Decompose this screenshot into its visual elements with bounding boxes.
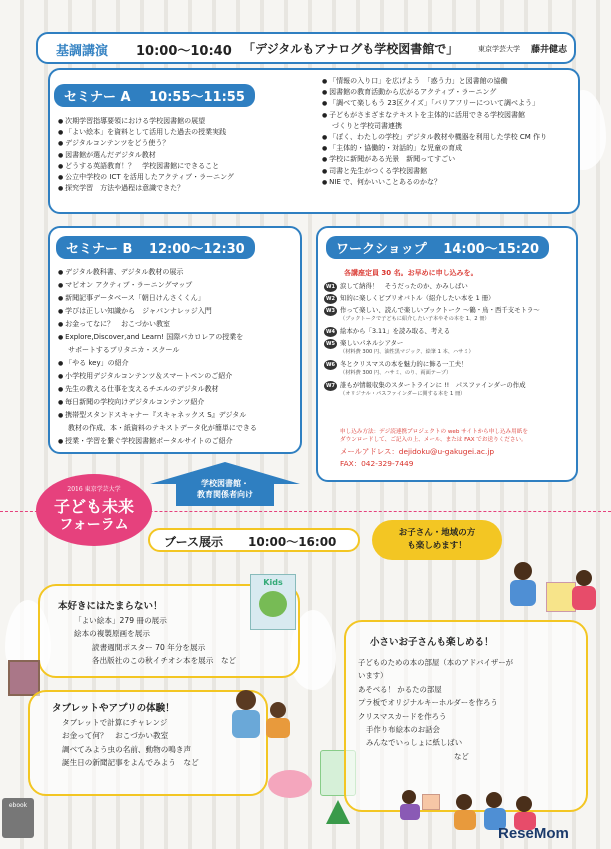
- seminar-a-item: ● 図書館の教育活動から広がるアクティブ・ラーニング: [322, 87, 580, 98]
- ebook-label: ebook: [8, 802, 28, 809]
- workshop-item: [324, 327, 578, 336]
- seminar-b-panel: [48, 226, 302, 454]
- seminar-b-item: ● 携帯型スタンドスキャナー『スキャネックス S』デジタル: [58, 409, 302, 422]
- seminar-a-item: ● 「情報の入り口」を広げよう 「惑う力」と図書館の協働: [322, 76, 580, 87]
- workshop-item: [324, 306, 578, 324]
- workshop-panel: [316, 226, 578, 482]
- booth-time: 10:00〜16:00: [248, 535, 337, 549]
- seminar-b-time: 12:00〜12:30: [148, 242, 245, 257]
- workshop-item-note: （材料費 300 円、油性黒マジック、絵筆 1 本、ハサミ）: [340, 349, 474, 355]
- books-line: 絵本の複製原画を展示: [74, 629, 150, 639]
- seminar-a-item: ● デジタルコンテンツをどう使う？: [58, 138, 328, 149]
- workshop-item-text: 誰もが情報収集のスタートラインに !! パスファインダーの作成: [340, 381, 526, 389]
- workshop-number-icon: W7: [326, 383, 335, 389]
- workshop-item-note: （ブックトークで子どもに紹介したい子本やその本を 1、2 冊）: [340, 316, 490, 322]
- seminar-a-list-right: [322, 76, 580, 188]
- workshop-item-text: 涙して納得！ そうだったのか、かみしばい: [340, 282, 468, 290]
- kids-book-picture: [259, 591, 287, 617]
- seminar-b-item: ● Explore,Discover,and Learn! 国際バカロレアの授業を: [58, 331, 302, 344]
- tablet-title: タブレットやアプリの体験！: [52, 703, 175, 714]
- workshop-number-icon: W6: [326, 362, 335, 368]
- kids-line: クリスマスカードを作ろう: [358, 711, 447, 721]
- workshop-email: メールアドレス：dejidoku@u-gakugei.ac.jp: [340, 447, 495, 456]
- tablet-lines: [62, 716, 199, 770]
- workshop-item-text: 知的に楽しくビブリオバトル（紹介したい本を 1 冊）: [340, 294, 495, 302]
- forum-logo: [36, 474, 152, 546]
- arrow-label-line1: 学校図書館・: [201, 479, 249, 488]
- tablet-line: 誕生日の新聞記事をよんでみよう など: [62, 758, 199, 768]
- workshop-item-text: 楽しいパネルシアター: [340, 339, 404, 347]
- books-lines: [74, 614, 236, 668]
- seminar-b-item: ● マピオン アクティブ・ラーニングマップ: [58, 279, 302, 292]
- storyteller-illustration: [402, 790, 442, 820]
- seminar-a-time: 10:55〜11:55: [149, 90, 245, 105]
- seminar-a-item: ● 探究学習 方法や過程は意識できた？: [58, 183, 328, 194]
- workshop-apply-text2: ダウンロードして、ご記入の上、メール、または FAX でお送りください。: [340, 437, 527, 443]
- seminar-a-item: ● 「主体的・協働的・対話的」な児童の育成: [322, 143, 580, 154]
- seminar-a-item: ● 「ぼく、わたしの学校」デジタル教材や機器を利用した学校 CM 作り: [322, 132, 580, 143]
- framed-picture: [8, 660, 40, 696]
- workshop-number-icon: W1: [326, 284, 335, 290]
- workshop-fax: FAX：042-329-7449: [340, 459, 414, 468]
- family-badge-line1: お子さん・地域の方: [398, 528, 476, 538]
- workshop-item-text: 作って楽しい、読んで楽しいブックトーク 〜鶴・鳥・西千支モトラ〜: [340, 306, 540, 314]
- workshop-time: 14:00〜15:20: [443, 242, 540, 257]
- seminar-a-item: ● 司書と先生がつくる学校図書館: [322, 166, 580, 177]
- workshop-label: ワークショップ: [336, 242, 427, 257]
- seminar-a-item: ● 学校に新聞がある光景 新聞ってすごい: [322, 154, 580, 165]
- workshop-item: [324, 381, 578, 399]
- kids-line: 子どものための本の部屋（本のアドバイザーが: [358, 658, 514, 667]
- workshop-item-note: （オリジナル・パスファインダーに関する本を 1 冊）: [340, 391, 466, 397]
- keynote-title: 「デジタルもアナログも学校図書館で」: [243, 42, 459, 56]
- seminar-a-item: ● 公立中学校の ICT を活用したアクティブ・ラーニング: [58, 172, 328, 183]
- seminar-b-item: ● 「やる key」の紹介: [58, 357, 302, 370]
- seminar-a-list-left: [58, 116, 328, 194]
- workshop-item: [324, 360, 578, 378]
- booth-label: ブース展示: [164, 535, 224, 549]
- workshop-item-note: （材料費 300 円、ハサミ、のり、両面テープ）: [340, 370, 452, 376]
- seminar-b-item: ● 学びは正しい知識から ジャパンナレッジ入門: [58, 305, 302, 318]
- tablet-line: 調べてみよう虫の名前、動物の鳴き声: [62, 744, 192, 754]
- children-illustration: [510, 556, 600, 626]
- tablet-line: お金って何？ おこづかい教室: [62, 731, 169, 741]
- kids-line: など: [454, 751, 469, 761]
- workshop-number-icon: W3: [326, 308, 335, 314]
- workshop-list: [324, 282, 578, 402]
- seminar-b-item: ● 先生の教える仕事を支えるチエルのデジタル教材: [58, 383, 302, 396]
- kids-line: みんなでいっしょに紙しばい: [366, 738, 463, 748]
- workshop-item: [324, 339, 578, 357]
- seminar-a-label: セミナー A: [64, 90, 131, 105]
- workshop-capacity: 各講座定員 30 名。お早めに申し込みを。: [344, 269, 478, 277]
- workshop-badge: [326, 236, 549, 259]
- seminar-a-item: ● 図書館が選んだデジタル教材: [58, 150, 328, 161]
- books-title: 本好きにはたまらない！: [58, 601, 163, 612]
- keynote-time: 10:00〜10:40: [136, 44, 232, 59]
- workshop-item: [324, 282, 578, 291]
- keynote-speaker-name: 藤井健志: [531, 45, 568, 55]
- ebook-illustration: [2, 798, 34, 838]
- seminar-a-badge: [54, 84, 255, 107]
- workshop-number-icon: W4: [326, 329, 335, 335]
- workshop-apply-text: 申し込み方法：デジ読連携プロジェクトの web サイトから申し込み用紙を: [340, 429, 528, 435]
- kids-line: います）: [358, 671, 388, 681]
- books-line: 読書週間ポスター 70 年分を展示: [92, 642, 206, 652]
- kids-book-illustration: [250, 574, 296, 630]
- family-badge-line2: も楽しめます！: [407, 541, 467, 551]
- watermark-logo: ReseMom: [498, 825, 569, 842]
- workshop-apply-info: [340, 428, 576, 444]
- seminar-b-badge: [56, 236, 255, 259]
- kids-book-label: Kids: [263, 578, 283, 587]
- kids-line: 手作り布絵本のお話会: [366, 725, 440, 735]
- workshop-item: [324, 294, 578, 303]
- kids-line: あそべる！ かるたの部屋: [358, 684, 442, 694]
- seminar-a-item: づくりと学校司書連携: [332, 121, 402, 130]
- forum-name-line1: 子ども未来: [53, 497, 134, 516]
- seminar-a-item: ● どうする英語教育！？ 学校図書館にできること: [58, 161, 328, 172]
- arrow-label: [176, 478, 274, 500]
- seminar-a-item: ● 「調べて楽しもう 23区クイズ」「バリアフリーについて調べよう」: [322, 98, 580, 109]
- seminar-a-item: ● 子どもがさまざまなテキストを主体的に活用できる学校図書館: [322, 110, 580, 121]
- seminar-b-list: [58, 266, 302, 448]
- forum-name-line2: フォーラム: [59, 517, 129, 533]
- workshop-item-text: 絵本から「3.11」を読み取る、考える: [340, 327, 451, 335]
- seminar-b-item: ● 授業・学習を繋ぐ学校図書館ポータルサイトのご紹介: [58, 435, 302, 448]
- booth-banner: [148, 528, 360, 552]
- kids-line: プラ板でオリジナルキーホルダーを作ろう: [358, 698, 498, 708]
- seminar-a-item: ● 「よい絵本」を資料として活用した過去の授業実践: [58, 127, 328, 138]
- keynote-label: 基調講演: [56, 44, 109, 59]
- seminar-a-item: ● 次期学習指導要領における学校図書館の展望: [58, 116, 328, 127]
- books-line: 各出版社のこの秋イチオシ本を展示 など: [92, 656, 237, 666]
- piggy-bank-illustration: [268, 770, 312, 798]
- kids-lines: [358, 656, 513, 763]
- seminar-b-item: ● 新聞記事データベース「朝日けんさくくん」: [58, 292, 302, 305]
- books-line: 「よい絵本」279 冊の展示: [74, 616, 167, 625]
- family-badge: [372, 520, 502, 560]
- seminar-b-item: 教材の作成、本・紙資料のテキストデータ化が簡単にできる: [68, 424, 257, 432]
- workshop-number-icon: W2: [326, 296, 335, 302]
- seminar-b-item: ● 小学校用デジタルコンテンツ＆スマートペンのご紹介: [58, 370, 302, 383]
- seminar-a-item: ● NIE で、何かいいことあるのかな？: [322, 177, 580, 188]
- seminar-b-item: ● デジタル教科書、デジタル教材の展示: [58, 266, 302, 279]
- workshop-number-icon: W5: [326, 341, 335, 347]
- people-illustration: [230, 690, 302, 740]
- keynote-panel: [36, 32, 576, 64]
- arrow-label-line2: 教育関係者向け: [197, 490, 253, 499]
- forum-year-org: 2016 東京学芸大学: [67, 486, 121, 493]
- kids-title: 小さいお子さんも楽しめる！: [370, 637, 494, 648]
- workshop-item-text: 冬とクリスマスの本を魅力的に飾る一工夫！: [340, 360, 468, 368]
- tablet-line: タブレットで計算にチャレンジ: [62, 718, 168, 727]
- seminar-a-panel: [48, 68, 580, 214]
- seminar-b-item: ● 毎日新聞の学校向けデジタルコンテンツ紹介: [58, 396, 302, 409]
- seminar-b-label: セミナー B: [66, 242, 133, 257]
- seminar-b-item: ● お金ってなに？ おこづかい教室: [58, 318, 302, 331]
- seminar-b-item: サポートするブリタニカ・スクール: [68, 346, 180, 354]
- keynote-speaker-affil: 東京学芸大学: [478, 45, 520, 53]
